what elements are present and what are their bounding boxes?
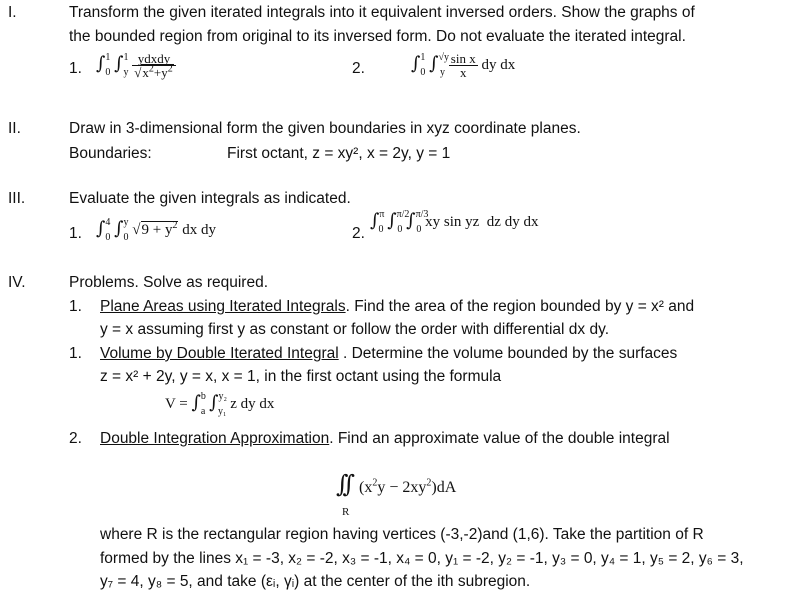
problem-1-line-1: [100, 298, 694, 316]
section-3-item-2-formula: ∫$^\pi_0$ ∫$^{\pi/2}_0$ ∫$^{\pi/3}_0$ xy sin yz dz dy dx: [370, 209, 539, 235]
problem-3-title: Double Integration Approximation: [100, 430, 330, 447]
section-2-boundaries-value: First octant, z = xy², x = 2y, y = 1: [227, 145, 451, 162]
section-1-item-2-formula: ∫$^1_0$ ∫$^{√y}_y$ $\frac{\text{sin x}}{x}$ dy dx: [411, 51, 516, 80]
problem-3-line-2: where R is the rectangular region having vertices (-3,-2)and (1,6). Take the partition of R: [100, 526, 704, 543]
section-2-boundaries-label: Boundaries:: [69, 145, 152, 162]
section-1-line-1: Transform the given iterated integrals into it equivalent inversed orders. Show the graphs of: [69, 4, 695, 21]
section-3-line-1: Evaluate the given integrals as indicated.: [69, 190, 351, 207]
section-1-item-1-number: 1.: [69, 60, 82, 77]
section-3-item-2-number: 2.: [352, 225, 365, 242]
problem-3-line-3: formed by the lines x₁ = -3, x₂ = -2, x₃ = -1, x₄ = 0, y₁ = -2, y₂ = -1, y₃ = 0, y₄ = 1, y₅ = 2, y₆ = 3,: [100, 550, 744, 567]
problem-1-text-a: . Find the area of the region bounded by y = x² and: [345, 298, 695, 315]
problem-3-line-1: [100, 430, 670, 448]
section-numeral-3: III.: [8, 190, 26, 207]
section-3-item-1-number: 1.: [69, 225, 82, 242]
problem-3-formula: ∫∫ $(x^2y - 2xy^2)dA$ R: [336, 470, 457, 518]
section-1-item-2-number: 2.: [352, 60, 365, 77]
section-numeral-2: II.: [8, 120, 21, 137]
problem-1-title: Plane Areas using Iterated Integrals: [100, 298, 346, 315]
section-1-item-1-formula: ∫$^1_0$ ∫$^1_y$ $\frac{\text{ydxdy}}{√x^2+y^2}$: [96, 52, 176, 79]
problem-2-text-a: . Determine the volume bounded by the surfaces: [338, 345, 678, 362]
problem-1-line-2: y = x assuming first y as constant or follow the order with differential dx dy.: [100, 321, 610, 338]
problem-2-line-2: z = x² + 2y, y = x, x = 1, in the first octant using the formula: [100, 368, 502, 385]
problem-2-line-1: [100, 345, 677, 363]
section-4-line-1: Problems. Solve as required.: [69, 274, 269, 291]
problem-3-text-a: . Find an approximate value of the double integral: [329, 430, 670, 447]
section-2-line-1: Draw in 3-dimensional form the given boundaries in xyz coordinate planes.: [69, 120, 581, 137]
problem-1-number: 1.: [69, 298, 82, 315]
problem-3-number: 2.: [69, 430, 82, 447]
problem-2-title: Volume by Double Iterated Integral: [100, 345, 339, 362]
problem-2-number: 1.: [69, 345, 82, 362]
section-numeral-1: I.: [8, 4, 17, 21]
section-numeral-4: IV.: [8, 274, 26, 291]
section-1-line-2: the bounded region from original to its inversed form. Do not evaluate the iterated integral.: [69, 28, 686, 45]
problem-2-formula: V = ∫$^b_a$ ∫$^{y_2}_{y_1}$ z dy dx: [165, 391, 275, 417]
section-3-item-1-formula: ∫$^4_0$ ∫$^y_0$ $√9 + y^2$ dx dy: [96, 217, 216, 243]
problem-3-line-4: y₇ = 4, y₈ = 5, and take (εᵢ, γᵢ) at the center of the ith subregion.: [100, 573, 531, 590]
